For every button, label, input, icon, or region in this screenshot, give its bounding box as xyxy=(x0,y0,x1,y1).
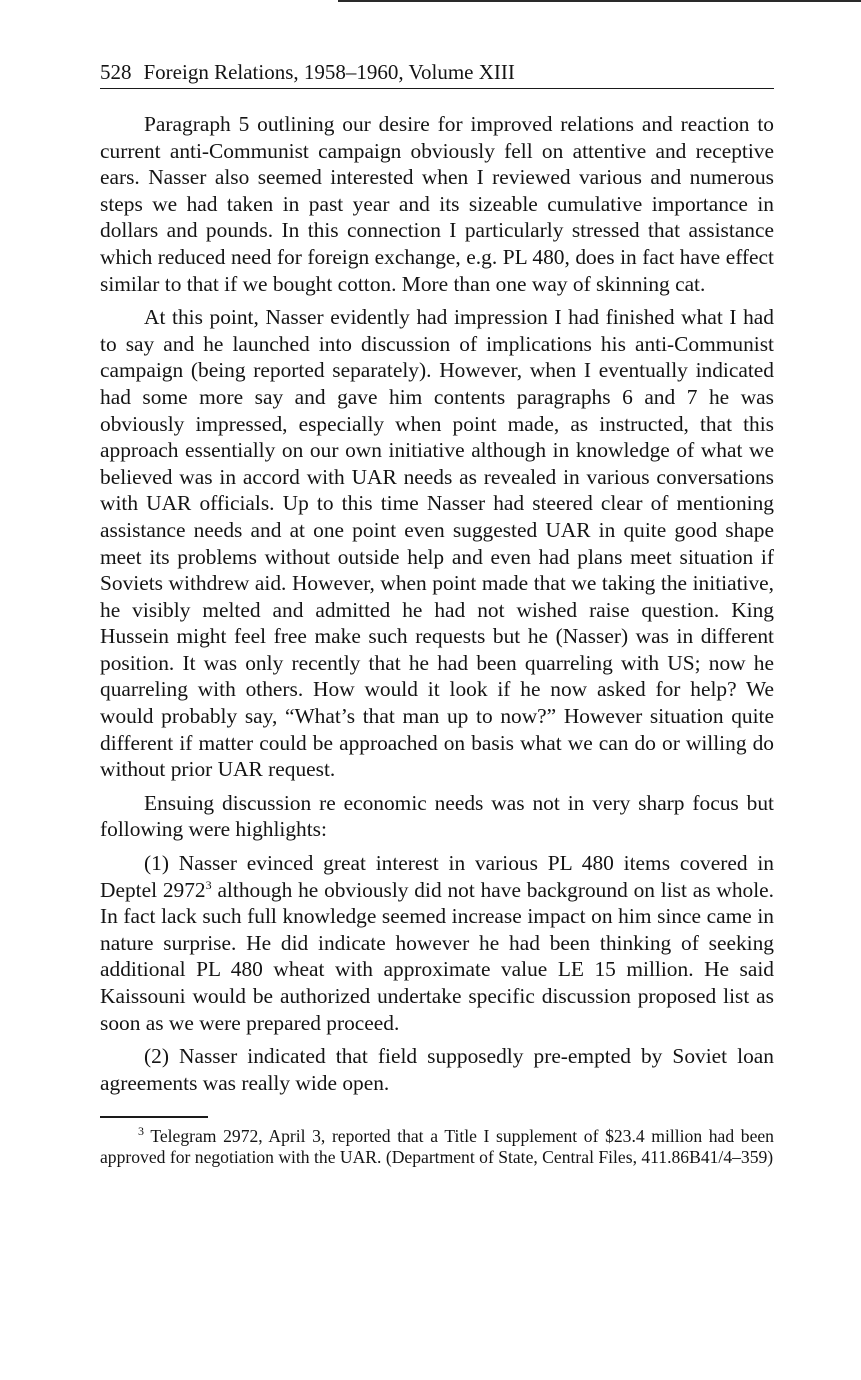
paragraph-3: Ensuing discussion re economic needs was not in very sharp focus but following were highlights: xyxy=(100,790,774,842)
body-text xyxy=(100,111,774,1096)
running-head xyxy=(100,58,774,89)
page-number: 528 xyxy=(100,60,132,84)
paragraph-1: Paragraph 5 outlining our desire for improved relations and reaction to current anti-Communist campaign obviously fell on attentive and receptive ears. Nasser also seemed interested when I reviewed various and numerous steps we had taken in past year and its sizeable cumulative importance in dollars and pounds. In this connection I particularly stressed that assistance which reduced need for foreign exchange, e.g. PL 480, does in fact have effect similar to that if we bought cotton. More than one way of skinning cat. xyxy=(100,112,774,296)
paragraph-4-text-end: although he obviously did not have background on list as whole. In fact lack such full knowledge seemed increase impact on him since came in nature surprise. He did indicate however he had been thinking of seeking additional PL 480 wheat with approximate value LE 15 million. He said Kaissouni would be authorized undertake specific discussion proposed list as soon as we were prepared proceed. xyxy=(100,877,775,1035)
paragraph-4 xyxy=(100,850,774,1036)
paragraph-2: At this point, Nasser evidently had impression I had finished what I had to say and he launched into discussion of implications his anti-Communist campaign (being reported separately). However, when I eventually indicated had some more say and gave him contents paragraphs 6 and 7 he was obviously impressed, especially when point made, as instructed, that this approach essentially on our own initiative although in knowledge of what we believed was in accord with UAR needs as revealed in various conversations with UAR officials. Up to this time Nasser had steered clear of mentioning assistance needs and at one point even suggested UAR in quite good shape meet its problems without outside help and even had plans meet situation if Soviets withdrew aid. However, when point made that we taking the initiative, he visibly melted and admitted he had not wished raise question. King Hussein might feel free make such requests but he (Nasser) was in different position. It was only recently that he had been quarreling with US; now he quarreling with others. How would it look if he now asked for help? We would probably say, “What’s that man up to now?” However situation quite different if matter could be approached on basis what we can do or willing do without prior UAR request. xyxy=(100,305,774,782)
running-title: Foreign Relations, 1958–1960, Volume XIII xyxy=(143,60,515,84)
footnote-reference: 3 xyxy=(205,877,212,892)
footnote-divider xyxy=(100,1116,208,1118)
paragraph-5: (2) Nasser indicated that field supposedly pre-empted by Soviet loan agreements was really wide open. xyxy=(100,1044,774,1095)
paragraph-4-text-start: (1) Nasser evinced great interest in various PL 480 items covered in Deptel 2972 xyxy=(100,851,774,902)
top-edge-rule xyxy=(338,0,861,2)
footnote-text: Telegram 2972, April 3, reported that a Title I supplement of $23.4 million had been approved for negotiation with the UAR. (Department of State, Central Files, 411.86B41/4–359) xyxy=(100,1125,774,1167)
footnote xyxy=(100,1126,774,1168)
footnote-marker: 3 xyxy=(138,1124,144,1139)
document-page xyxy=(100,58,774,1168)
